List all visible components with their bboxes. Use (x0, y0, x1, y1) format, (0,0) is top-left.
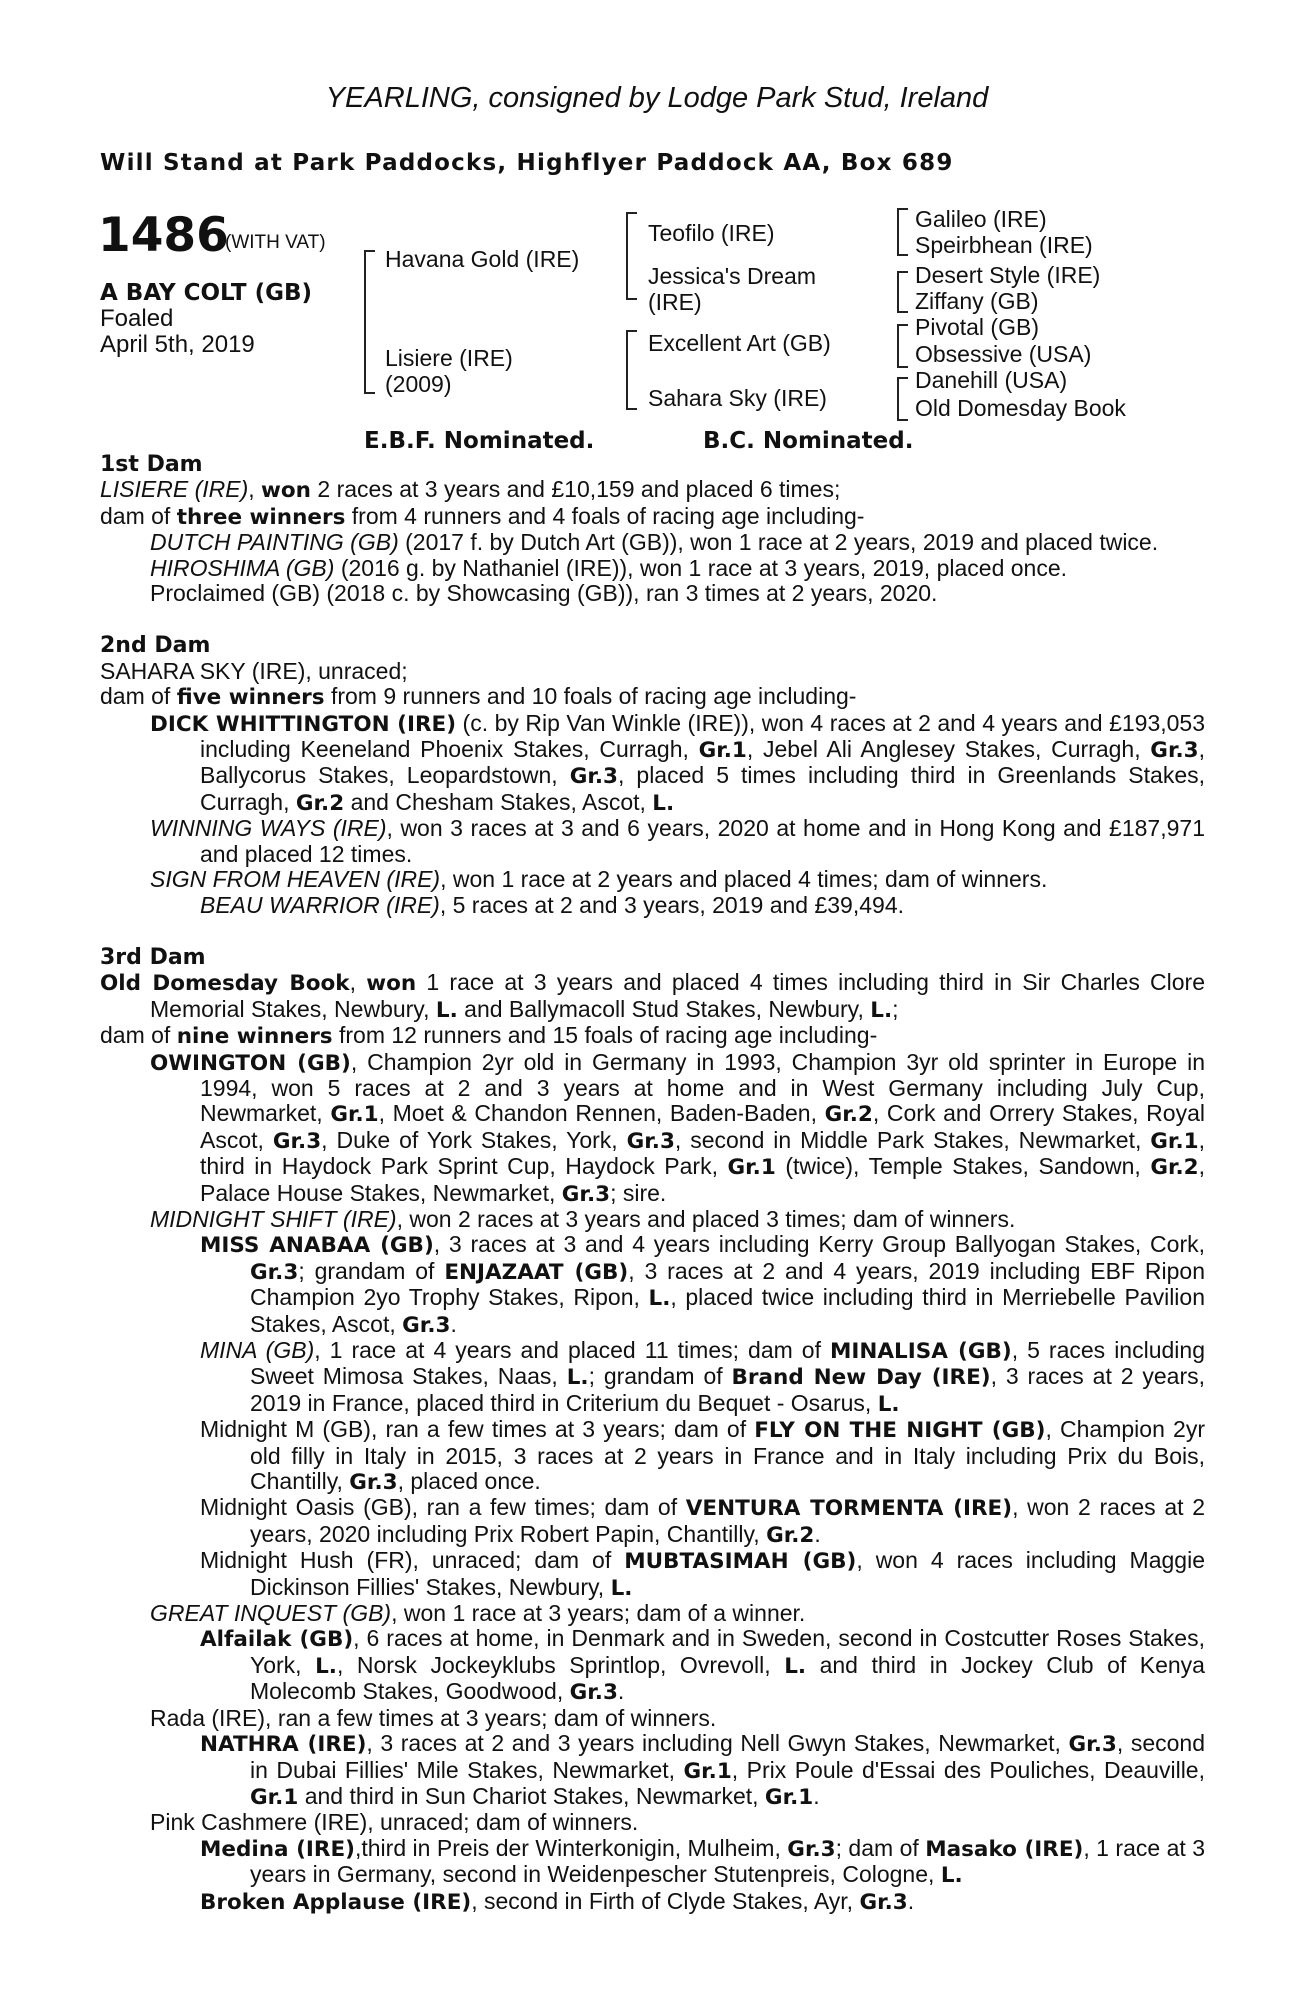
vat-note: (WITH VAT) (225, 232, 326, 253)
produce-record: 1st Dam LISIERE (IRE), won 2 races at 3 years and £10,159 and placed 6 times; dam of three winners from 4 runners and 4 foals of racing age including- DUTCH PAINTING (GB) (2017 f. by Dutch Art (GB)), won 1 race at 2 years, 2019 and placed twice. HIROSHIMA (GB) (2016 g. by Nathaniel (IRE)), won 1 race at 3 years, 2019, placed once. Proclaimed (GB) (2018 c. by Showcasing (GB)), ran 3 times at 2 years, 2020. 2nd Dam SAHARA SKY (IRE), unraced; dam of five winners from 9 runners and 10 foals of racing age including- DICK WHITTINGTON (IRE) (c. by Rip Van Winkle (IRE)), won 4 races at 2 and 4 years and £193,053 including Keeneland Phoenix Stakes, Curragh, Gr.1, Jebel Ali Anglesey Stakes, Curragh, Gr.3, Ballycorus Stakes, Leopardstown, Gr.3, placed 5 times including third in Greenlands Stakes, Curragh, Gr.2 and Chesham Stakes, Ascot, L. WINNING WAYS (IRE), won 3 races at 3 and 6 years, 2020 at home and in Hong Kong and £187,971 and placed 12 times. SIGN FROM HEAVEN (IRE), won 1 race at 2 years and placed 4 times; dam of winners. BEAU WARRIOR (IRE), 5 races at 2 and 3 years, 2019 and £39,494. 3rd Dam Old Domesday Book, won 1 race at 3 years and placed 4 times including third in Sir Charles Clore Memorial Stakes, Newbury, L. and Ballymacoll Stud Stakes, Newbury, L.; dam of nine winners from 12 runners and 15 foals of racing age including- OWINGTON (GB), Champion 2yr old in Germany in 1993, Champion 3yr old sprinter in Europe in 1994, won 5 races at 2 and 3 years at home and in West Germany including July Cup, Newmarket, Gr.1, Moet & Chandon Rennen, Baden-Baden, Gr.2, Cork and Orrery Stakes, Royal Ascot, Gr.3, Duke of York Stakes, York, Gr.3, second in Middle Park Stakes, Newmarket, Gr.1, third in Haydock Park Sprint Cup, Haydock Park, Gr.1 (twice), Temple Stakes, Sandown, Gr.2, Palace House Stakes, Newmarket, Gr.3; sire. MIDNIGHT SHIFT (IRE), won 2 races at 3 years and placed 3 times; dam of winners. MISS ANABAA (GB), 3 races at 3 and 4 years including Kerry Group Ballyogan Stakes, Cork, Gr.3; grandam of ENJAZAAT (GB), 3 races at 2 and 4 years, 2019 including EBF Ripon Champion 2yo Trophy Stakes, Ripon, L., placed twice including third in Merriebelle Pavilion Stakes, Ascot, Gr.3. MINA (GB), 1 race at 4 years and placed 11 times; dam of MINALISA (GB), 5 races including Sweet Mimosa Stakes, Naas, L.; grandam of Brand New Day (IRE), 3 races at 2 years, 2019 in France, placed third in Criterium du Bequet - Osarus, L. Midnight M (GB), ran a few times at 3 years; dam of FLY ON THE NIGHT (GB), Champion 2yr old filly in Italy in 2015, 3 races at 2 years in France and in Italy including Prix du Bois, Chantilly, Gr.3, placed once. Midnight Oasis (GB), ran a few times; dam of VENTURA TORMENTA (IRE), won 2 races at 2 years, 2020 including Prix Robert Papin, Chantilly, Gr.2. Midnight Hush (FR), unraced; dam of MUBTASIMAH (GB), won 4 races including Maggie Dickinson Fillies' Stakes, Newbury, L. GREAT INQUEST (GB), won 1 race at 3 years; dam of a winner. Alfailak (GB), 6 races at home, in Denmark and in Sweden, second in Costcutter Roses Stakes, York, L., Norsk Jockeyklubs Sprintlop, Ovrevoll, L. and third in Jockey Club of Kenya Molecomb Stakes, Goodwood, Gr.3. Rada (IRE), ran a few times at 3 years; dam of winners. NATHRA (IRE), 3 races at 2 and 3 years including Nell Gwyn Stakes, Newmarket, Gr.3, second in Dubai Fillies' Mile Stakes, Newmarket, Gr.1, Prix Poule d'Essai des Pouliches, Deauville, Gr.1 and third in Sun Chariot Stakes, Newmarket, Gr.1. Pink Cashmere (IRE), unraced; dam of winners. Medina (IRE),third in Preis der Winterkonigin, Mulheim, Gr.3; dam of Masako (IRE), 1 race at 3 years in Germany, second in Weidenpescher Stutenpreis, Cologne, L. Broken Applause (IRE), second in Firth of Clyde Stakes, Ayr, Gr.3. (100, 452, 1206, 1915)
third-dam-heading: 3rd Dam (100, 944, 206, 970)
sire-line-brace (626, 212, 637, 300)
foaled-date: April 5th, 2019 (100, 331, 255, 358)
great-granddam-2: Ziffany (GB) (915, 288, 1039, 314)
sire-dam-brace (364, 250, 375, 394)
dam-year: (2009) (385, 371, 452, 397)
sire-dam-origin: (IRE) (648, 289, 702, 315)
bc-nominated: B.C. Nominated. (703, 428, 914, 454)
gg-brace-4 (897, 377, 908, 421)
gg-brace-1 (897, 208, 908, 256)
dam: Lisiere (IRE) (385, 345, 513, 371)
great-granddam-3: Obsessive (USA) (915, 341, 1092, 367)
consignment-line: YEARLING, consigned by Lodge Park Stud, Ireland (325, 82, 989, 114)
great-grandsire-1: Galileo (IRE) (915, 206, 1047, 232)
great-granddam-1: Speirbhean (IRE) (915, 232, 1093, 258)
dam-sire: Excellent Art (GB) (648, 330, 831, 356)
stand-location: Will Stand at Park Paddocks, Highflyer Paddock AA, Box 689 (100, 150, 954, 176)
great-grandsire-4: Danehill (USA) (915, 367, 1068, 393)
lot-title: A BAY COLT (GB) (100, 280, 313, 306)
sire: Havana Gold (IRE) (385, 246, 580, 272)
gg-brace-3 (897, 324, 908, 368)
lot-number: 1486 (98, 208, 229, 263)
foaled-label: Foaled (100, 305, 174, 332)
sire-dam: Jessica's Dream (648, 263, 816, 289)
great-granddam-4: Old Domesday Book (915, 395, 1126, 421)
ebf-nominated: E.B.F. Nominated. (364, 428, 595, 454)
dam-line-brace (626, 330, 637, 410)
great-grandsire-2: Desert Style (IRE) (915, 262, 1101, 288)
sire-sire: Teofilo (IRE) (648, 220, 775, 246)
second-dam-heading: 2nd Dam (100, 633, 211, 659)
first-dam-heading: 1st Dam (100, 452, 203, 477)
gg-brace-2 (897, 271, 908, 313)
dam-dam: Sahara Sky (IRE) (648, 385, 827, 411)
great-grandsire-3: Pivotal (GB) (915, 314, 1039, 340)
